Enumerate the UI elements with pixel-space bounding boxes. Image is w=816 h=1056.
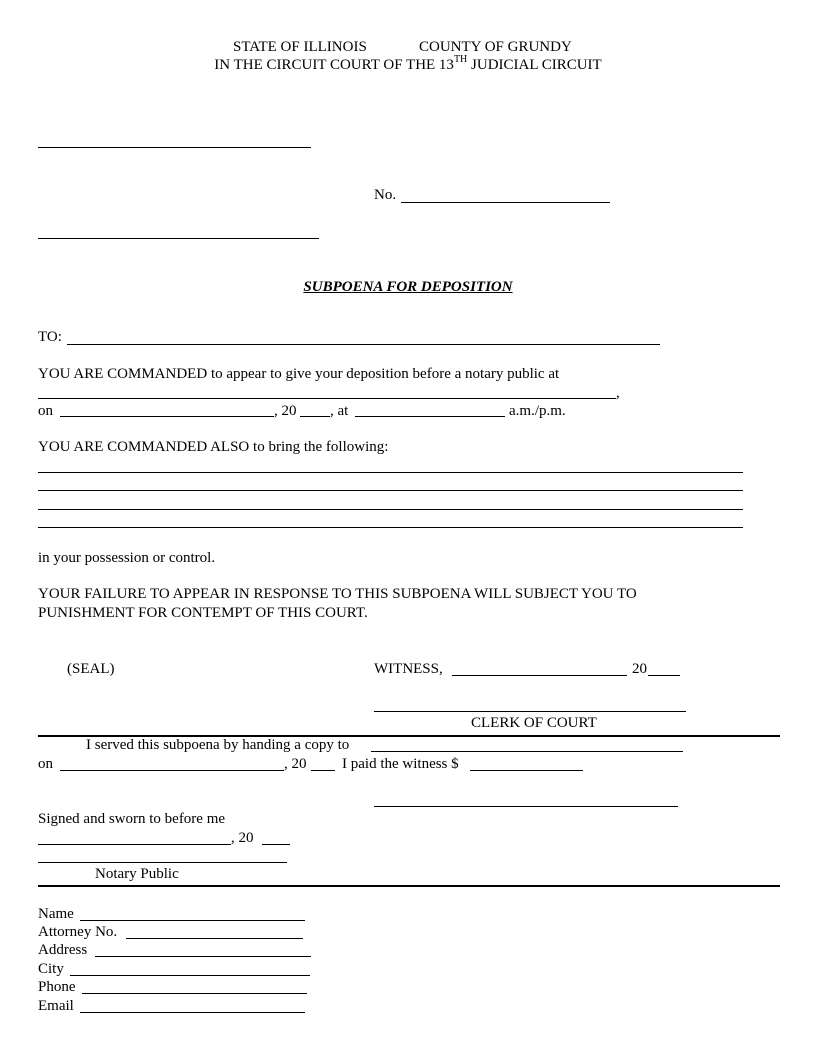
plaintiff-line[interactable] [38,147,311,148]
attorney-email-line[interactable] [80,1012,305,1013]
notary-label: Notary Public [95,866,179,882]
also-text [38,440,388,455]
paid-amount-line[interactable] [470,770,583,771]
ampm-label: a.m./p.m. [509,403,566,419]
service-on-label: on [38,756,53,772]
attorney-address-line[interactable] [95,956,311,957]
witness-year-line[interactable] [648,675,680,676]
to-label: TO: [38,329,62,345]
sworn-comma-20: , 20 [231,830,254,846]
served-to-line[interactable] [371,751,683,752]
attorney-attorney-no-label: Attorney No. [38,924,118,940]
commanded-body: to appear to give your deposition before a notary public at [210,366,560,382]
failure-line-1: YOUR FAILURE TO APPEAR IN RESPONSE TO THIS SUBPOENA WILL SUBJECT YOU TO [38,586,637,602]
service-year-line[interactable] [311,770,335,771]
witness-year: 20 [632,661,647,677]
commanded-lead: YOU ARE COMMANDED [38,366,208,382]
court-prefix: IN THE CIRCUIT COURT OF THE 13 [214,57,454,73]
possession-text: in your possession or control. [38,550,216,566]
attorney-email-label: Email [38,998,74,1014]
attorney-name-label: Name [38,906,74,922]
to-line[interactable] [67,344,660,345]
items-line-3[interactable] [38,509,743,510]
sworn-label: Signed and sworn to before me [38,811,226,827]
location-comma: , [616,385,620,401]
items-line-2[interactable] [38,490,743,491]
court-sup: TH [453,54,468,65]
year-line[interactable] [300,416,330,417]
server-signature-line[interactable] [374,806,678,807]
date-line[interactable] [60,416,274,417]
header-court [0,54,816,73]
comma-20: , 20 [274,403,297,419]
attorney-name-line[interactable] [80,920,305,921]
served-text: I served this subpoena by handing a copy to [86,737,350,753]
on-label: on [38,403,53,419]
sworn-year-line[interactable] [262,844,290,845]
seal-label: (SEAL) [67,661,115,677]
attorney-city-label: City [38,961,64,977]
case-no-line[interactable] [401,202,610,203]
attorney-address-label: Address [38,942,88,958]
attorney-phone-label: Phone [38,979,76,995]
service-date-line[interactable] [60,770,284,771]
witness-date-line[interactable] [452,675,627,676]
items-line-1[interactable] [38,472,743,473]
witness-label: WITNESS, [374,661,443,677]
at-label: , at [330,403,349,419]
also-lead: YOU ARE COMMANDED ALSO [38,439,250,455]
case-no-label: No. [374,187,397,203]
document-title: SUBPOENA FOR DEPOSITION [303,279,513,295]
section-divider-2 [38,885,780,887]
paid-label: I paid the witness $ [342,756,459,772]
service-comma-20: , 20 [284,756,307,772]
also-body: to bring the following: [253,439,389,455]
time-line[interactable] [355,416,505,417]
location-line[interactable] [38,398,616,399]
items-line-4[interactable] [38,527,743,528]
header-state: STATE OF ILLINOIS [233,39,367,55]
sworn-date-line[interactable] [38,844,231,845]
clerk-signature-line[interactable] [374,711,686,712]
header-county: COUNTY OF GRUNDY [419,39,572,55]
clerk-label: CLERK OF COURT [471,715,597,731]
attorney-phone-line[interactable] [82,993,307,994]
failure-line-2: PUNISHMENT FOR CONTEMPT OF THIS COURT. [38,605,368,621]
commanded-text [38,367,559,382]
defendant-line[interactable] [38,238,319,239]
court-suffix: JUDICIAL CIRCUIT [471,57,602,73]
attorney-city-line[interactable] [70,975,310,976]
attorney-attorney-no-line[interactable] [126,938,303,939]
notary-signature-line[interactable] [38,862,287,863]
